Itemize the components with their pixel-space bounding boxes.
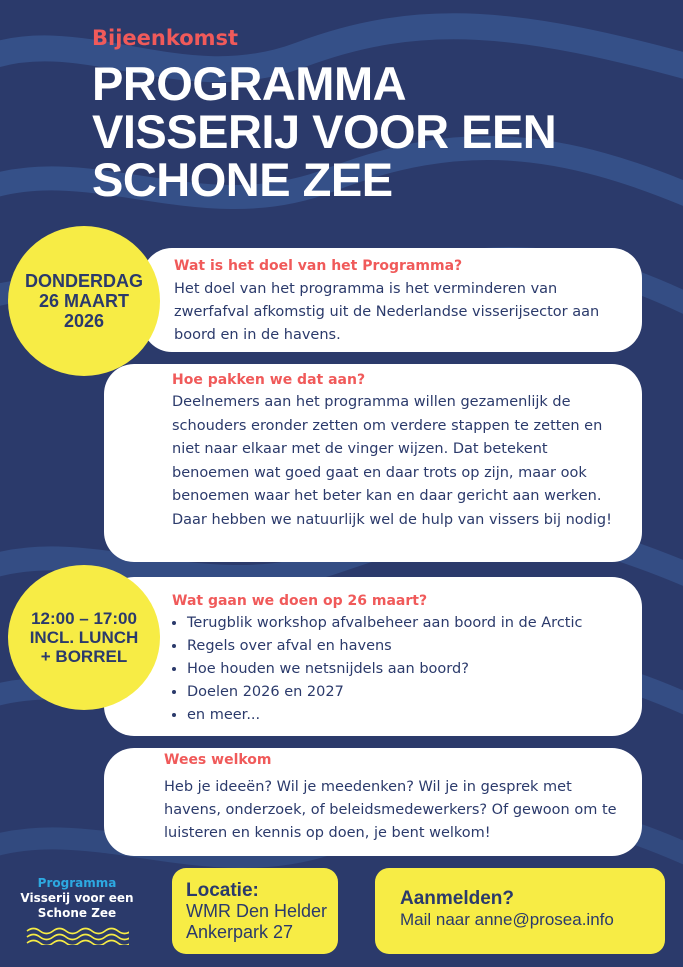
date-badge-line: 26 MAART [38, 291, 129, 311]
logo-line: Programma [37, 876, 117, 890]
welcome-heading: Wees welkom [164, 752, 272, 768]
logo-line: Schone Zee [37, 906, 117, 920]
list-item: • Terugblik workshop afvalbeheer aan boord in de Arctic [187, 612, 628, 635]
time-badge [8, 565, 160, 710]
date-badge-line: DONDERDAG [24, 271, 143, 291]
signup-box [375, 868, 665, 954]
list-item: • Doelen 2026 en 2027 [187, 681, 628, 704]
page-title [92, 57, 652, 206]
list-item: • Regels over afval en havens [187, 635, 628, 658]
agenda-card [104, 577, 642, 736]
logo-line: Visserij voor een [20, 891, 134, 905]
logo-waves-icon [25, 925, 129, 945]
location-box [172, 868, 338, 954]
time-badge-line: INCL. LUNCH [29, 628, 139, 647]
goal-text: Het doel van het programma is het verminderen van zwerfafval afkomstig uit de Nederlandse visserijsector aan boord en in de havens. [174, 281, 600, 343]
location-line: WMR Den Helder [186, 901, 328, 921]
signup-email-link[interactable]: Mail naar anne@prosea.info [400, 910, 614, 929]
title-line: SCHONE ZEE [92, 153, 393, 206]
title-line: VISSERIJ VOOR EEN [92, 105, 557, 158]
location-label: Locatie: [186, 880, 259, 901]
goal-heading: Wat is het doel van het Programma? [174, 258, 463, 274]
approach-heading: Hoe pakken we dat aan? [172, 372, 366, 388]
welcome-card [104, 748, 642, 856]
goal-card [142, 248, 642, 352]
approach-card [104, 364, 642, 562]
list-item: • Hoe houden we netsnijdels aan boord? [187, 658, 628, 681]
agenda-list [172, 612, 628, 727]
title-line: PROGRAMMA [92, 57, 407, 110]
signup-label: Aanmelden? [400, 888, 515, 909]
agenda-heading: Wat gaan we doen op 26 maart? [172, 593, 428, 609]
program-logo [18, 876, 136, 945]
time-badge-line: 12:00 – 17:00 [31, 609, 137, 628]
location-line: Ankerpark 27 [186, 922, 294, 942]
welcome-text: Heb je ideeën? Wil je meedenken? Wil je in gesprek met havens, onderzoek, of beleidsmedewerkers? Of gewoon om te luisteren en kennis op doen, je bent welkom! [164, 779, 617, 841]
time-badge-line: + BORREL [40, 647, 128, 666]
date-badge [8, 226, 160, 376]
date-badge-line: 2026 [63, 311, 105, 331]
list-item: • en meer... [187, 704, 628, 727]
approach-text: Deelnemers aan het programma willen gezamenlijk de schouders eronder zetten om verdere stappen te zetten en niet naar elkaar met de vinger wijzen. Dat betekent benoemen wat goed gaat en daar trots op zijn, maar ook benoemen waar het beter kan en daar gericht aan werken. Daar hebben we natuurlijk wel de hulp van vissers bij nodig! [172, 394, 612, 528]
event-type-label: Bijeenkomst [92, 26, 239, 50]
